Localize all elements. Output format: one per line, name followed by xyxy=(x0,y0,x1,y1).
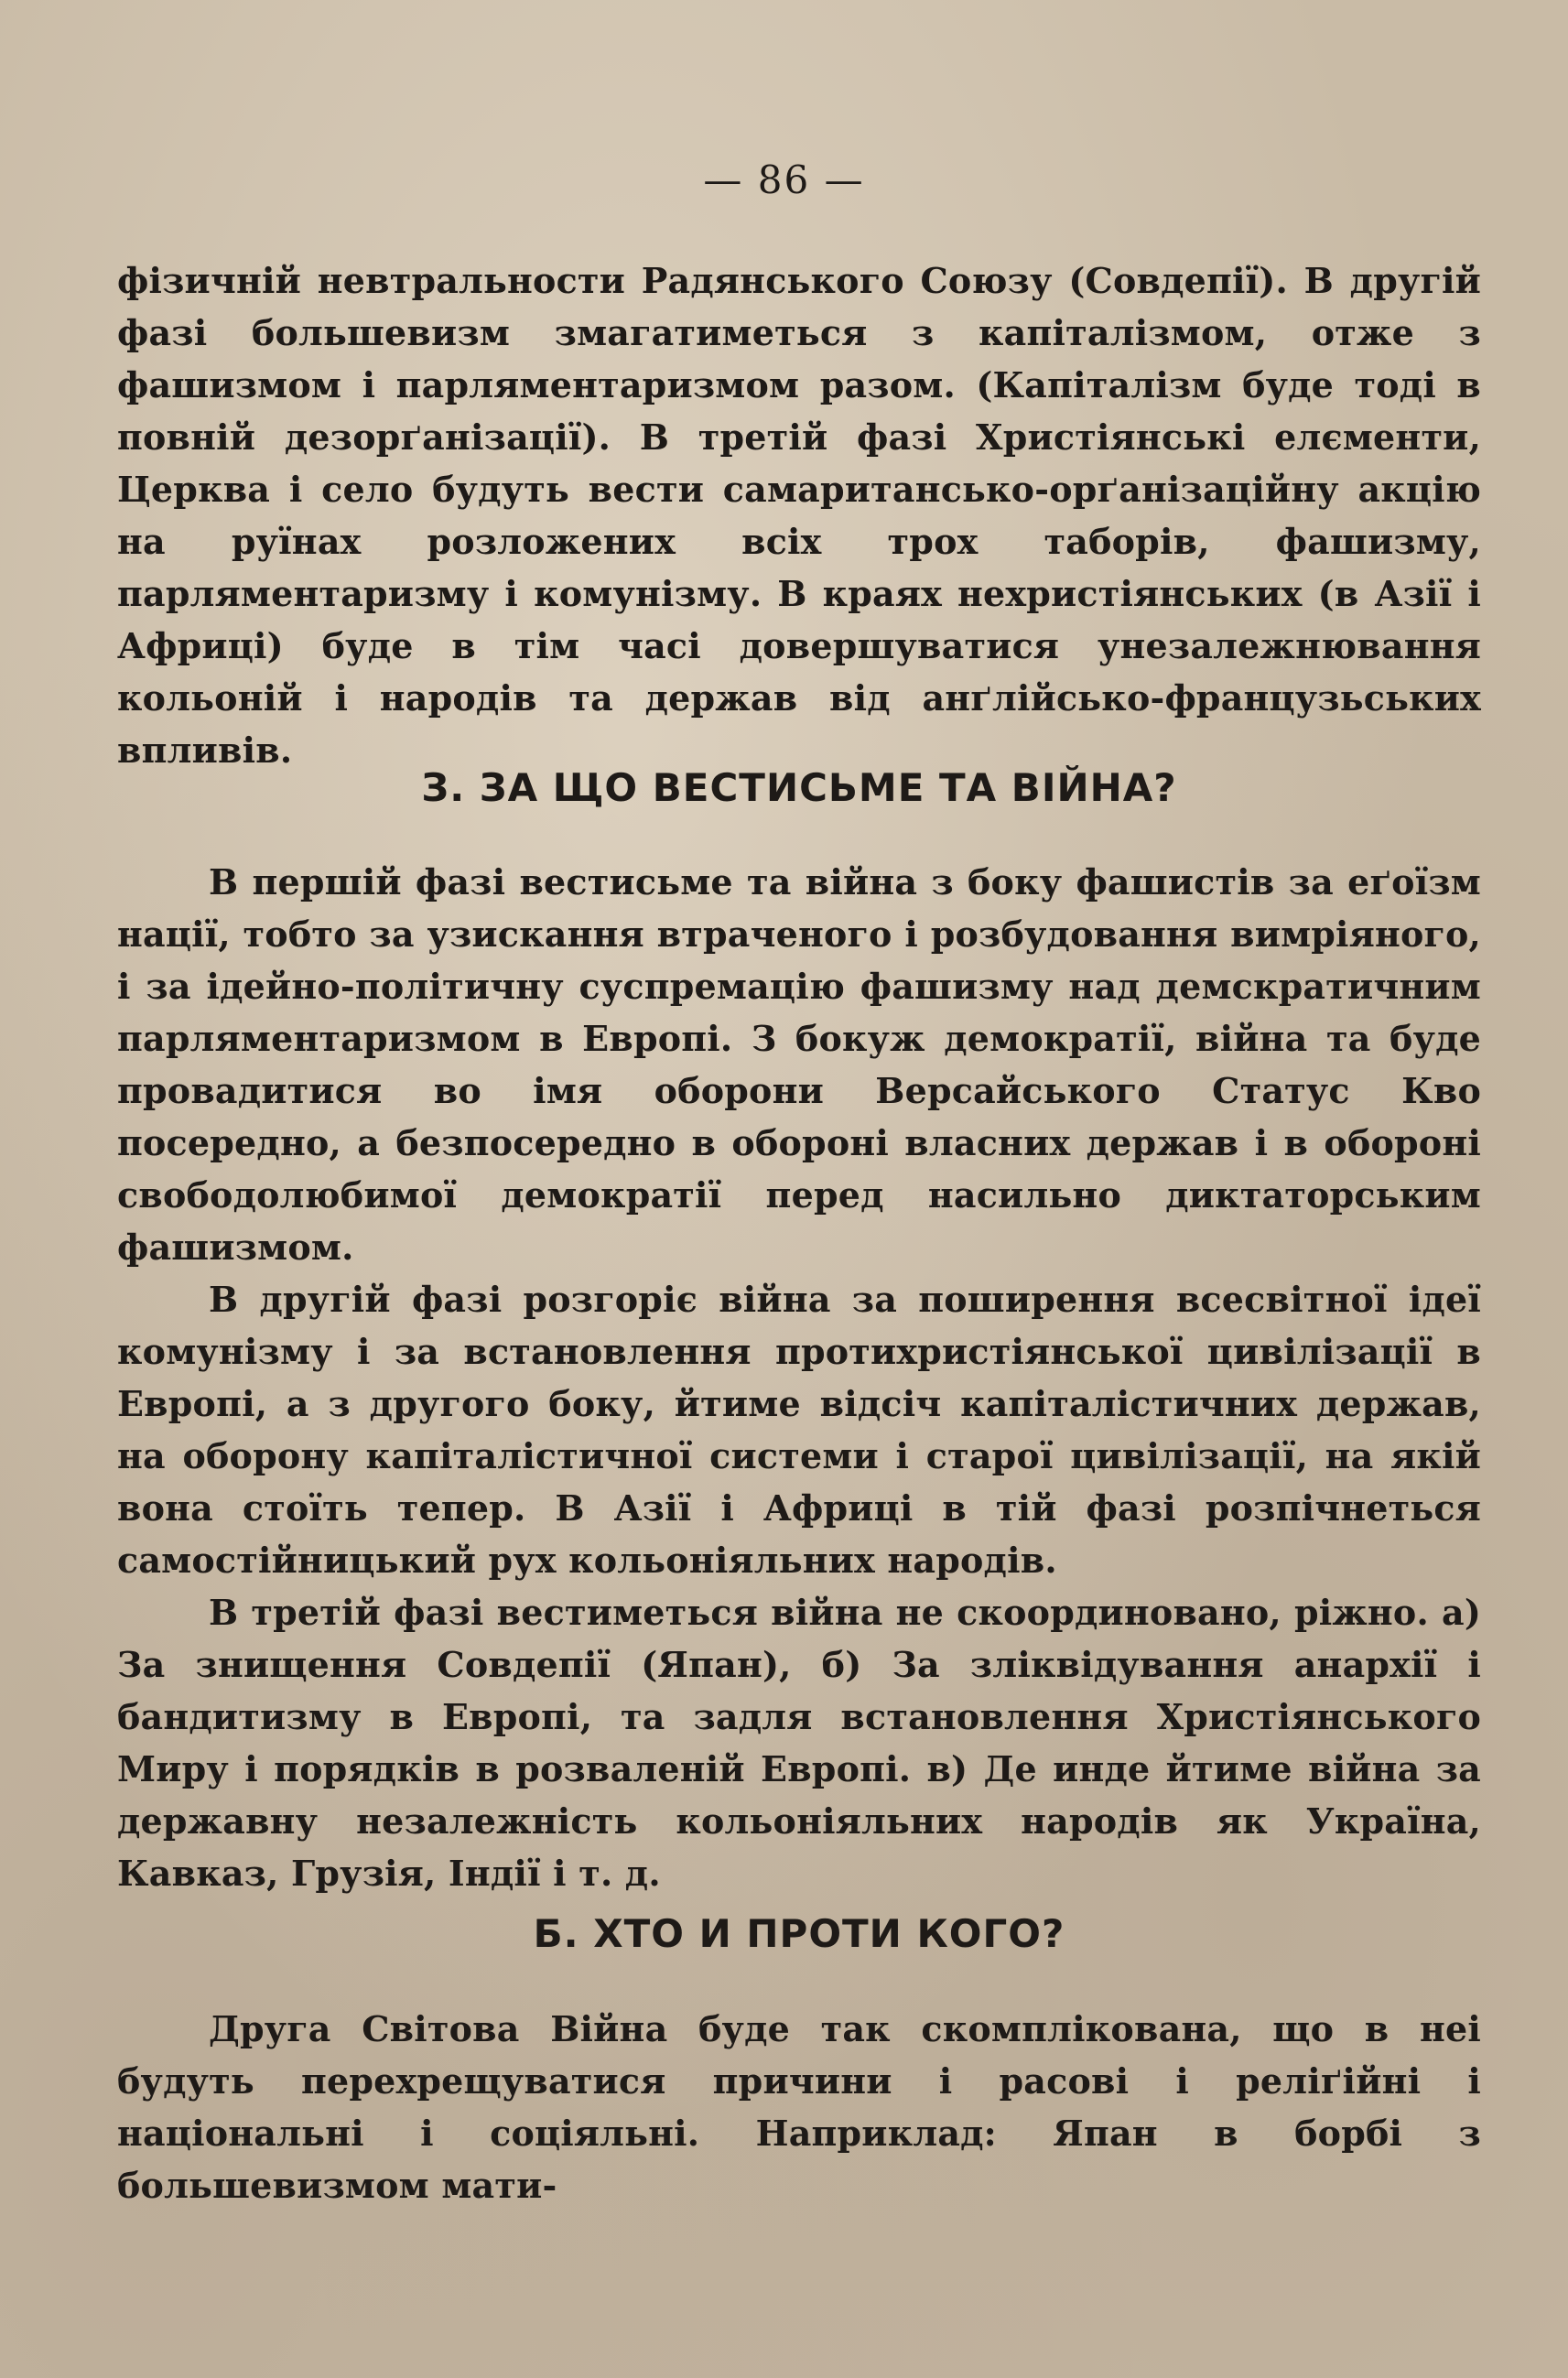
paragraph: Друга Світова Війна буде так скомплікована, що в неі будуть перехрещуватися причини і расові і реліґійні і національні і соціяльні. Наприклад: Япан в борбі з большевизмом мати- xyxy=(117,2008,1481,2206)
paragraph: В другій фазі розгоріє війна за поширення всесвітної ідеї комунізму і за встановлення протихристіянської цивілізації в Европі, а з другого боку, йтиме відсіч капіталістичних держав, на оборону капіталістичної системи і старої цивілізації, на якій вона стоїть тепер. В Азії і Африці в тій фазі розпічнеться самостійницький рух кольоніяльних народів. xyxy=(117,1279,1481,1581)
paragraph: В третій фазі вестиметься війна не скоординовано, ріжно. а) За знищення Совдепії (Япан), б) За зліквідування анархії і бандитизму в Европі, та задля встановлення Христіянського Миру і порядків в розваленій Европі. в) Де инде йтиме війна за державну незалежність кольоніяльних народів як Україна, Кавказ, Грузія, Індії і т. д. xyxy=(117,1592,1481,1894)
section-heading-b-wrapper xyxy=(117,1911,1481,1956)
text-block-continuation xyxy=(117,254,1481,776)
section-heading-z-wrapper xyxy=(117,765,1481,810)
paragraph: фізичній невтральности Радянського Союзу (Совдепії). В другій фазі большевизм змагатиметься з капіталізмом, отже з фашизмом і парляментаризмом разом. (Капіталізм буде тоді в повній дезорґанізації). В третій фазі Христіянські елєменти, Церква і село будуть вести самаритансько-орґанізаційну акцію на руїнах розложених всіх трох таборів, фашизму, парляментаризму і комунізму. В краях нехристіянських (в Азії і Африці) буде в тім часі довершуватися унезалежнювання кольоній і народів та держав від анґлійсько-французьських впливів. xyxy=(117,260,1481,771)
paragraph: В першій фазі вестисьме та війна з боку фашистів за еґоїзм нації, тобто за узискання втраченого і розбудовання вимріяного, і за ідейно-політичну суспремацію фашизму над демскратичним парляментаризмом в Европі. З бокуж демократії, війна та буде провадитися во імя оборони Версайського Статус Кво посередно, а безпосередно в обороні власних держав і в обороні свободолюбимої демократії перед насильно диктаторським фашизмом. xyxy=(117,861,1481,1268)
section-heading-b: Б. ХТО И ПРОТИ КОГО? xyxy=(533,1911,1065,1956)
page-number: — 86 — xyxy=(703,157,865,202)
section-b-body xyxy=(117,2003,1481,2211)
section-z-body xyxy=(117,856,1481,1899)
section-heading-z: З. ЗА ЩО ВЕСТИСЬМЕ ТА ВІЙНА? xyxy=(421,765,1177,810)
